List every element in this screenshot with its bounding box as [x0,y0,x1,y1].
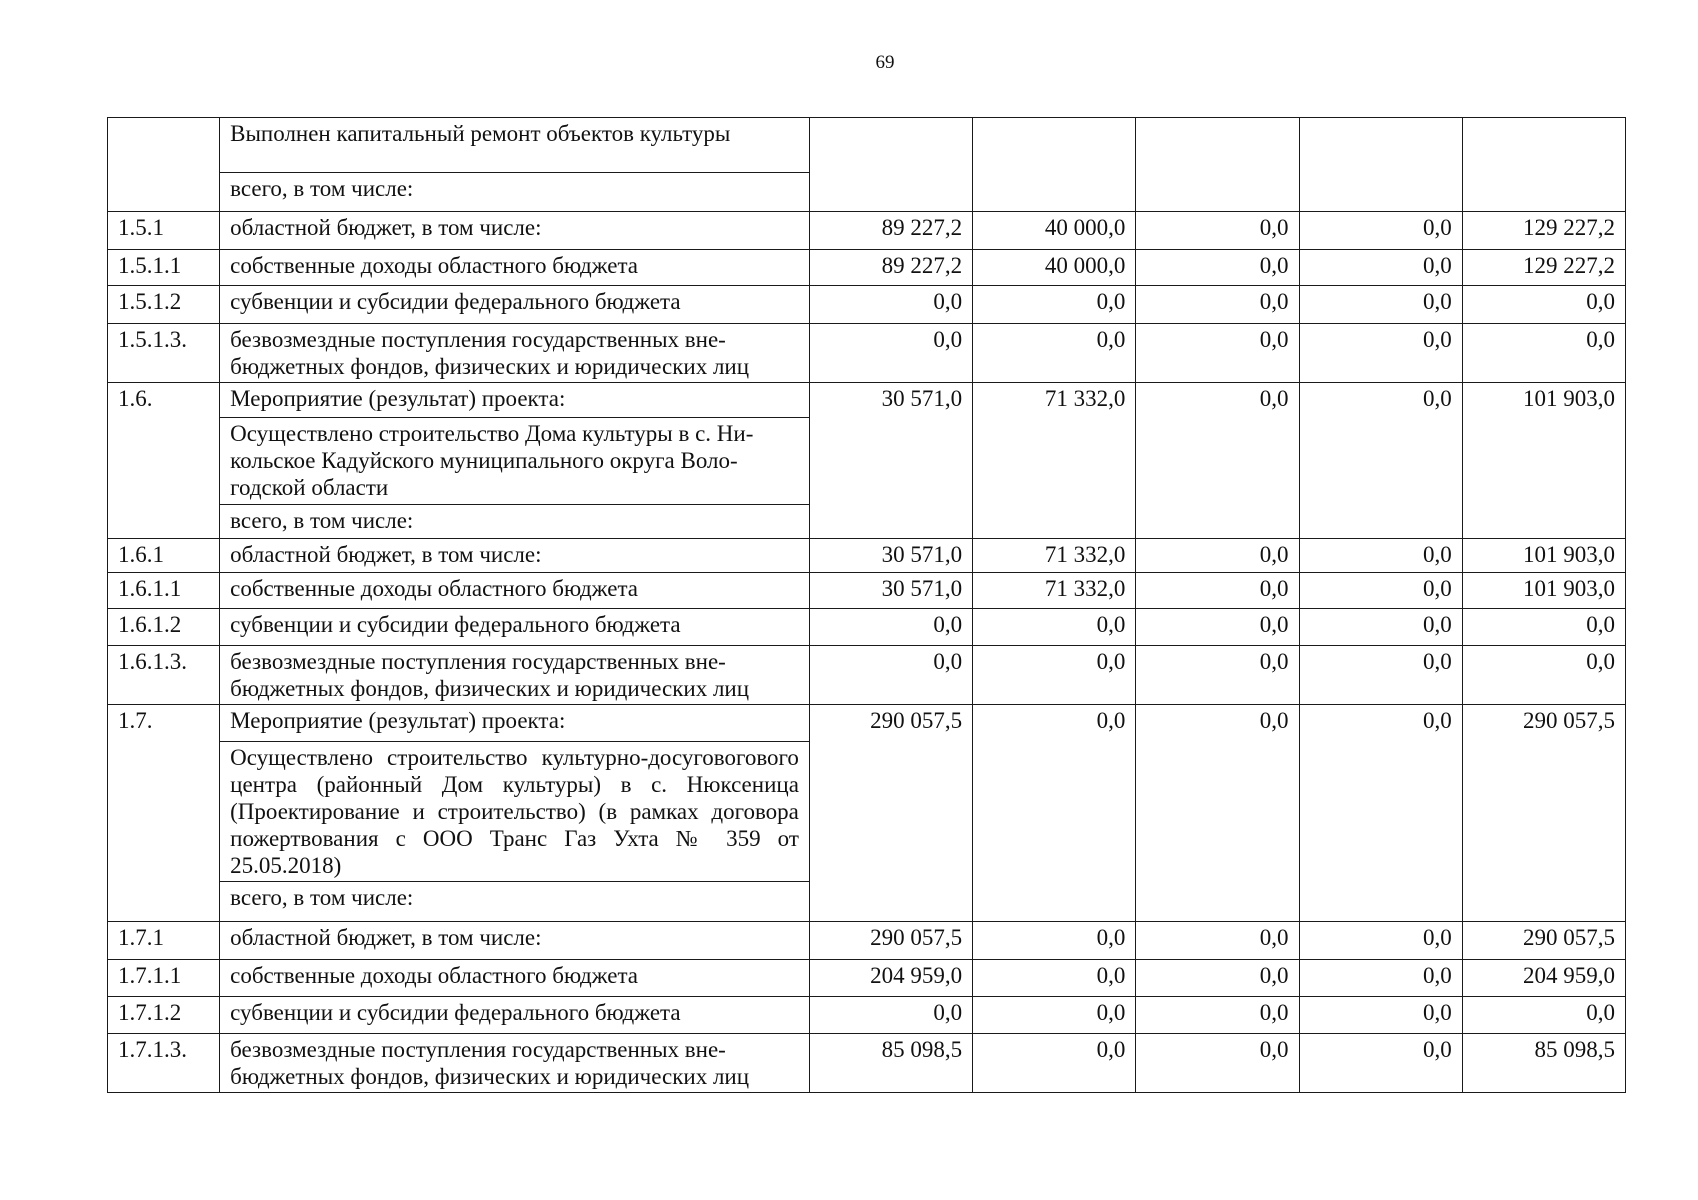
value-cell: 30 571,0 [809,383,972,539]
table-row [108,383,1626,418]
value-cell [809,118,972,212]
row-code: 1.7.1.3. [108,1034,220,1093]
table-row [108,997,1626,1034]
value-cell: 71 332,0 [973,573,1136,609]
value-cell: 0,0 [1299,997,1462,1034]
row-code: 1.7.1 [108,922,220,960]
table-row [108,573,1626,609]
value-cell: 71 332,0 [973,539,1136,573]
value-cell: 0,0 [973,324,1136,383]
value-cell: 0,0 [1136,573,1299,609]
row-code: 1.6.1.2 [108,609,220,646]
project-description: Осуществлено строительство Дома культуры в с. Ни-кольское Кадуйского муниципального округа Воло-годской области [220,418,810,505]
table-row [108,286,1626,324]
row-label: собственные доходы областного бюджета [220,250,810,286]
value-cell: 89 227,2 [809,212,972,250]
value-cell: 0,0 [973,286,1136,324]
table-row [108,960,1626,997]
value-cell: 101 903,0 [1462,383,1625,539]
value-cell: 0,0 [1299,960,1462,997]
value-cell: 0,0 [1462,997,1625,1034]
row-code: 1.6.1.3. [108,646,220,705]
value-cell: 0,0 [1299,609,1462,646]
value-cell: 101 903,0 [1462,539,1625,573]
table-row [108,212,1626,250]
value-cell: 85 098,5 [1462,1034,1625,1093]
value-cell: 40 000,0 [973,250,1136,286]
value-cell: 71 332,0 [973,383,1136,539]
value-cell: 0,0 [1299,383,1462,539]
value-cell: 0,0 [973,705,1136,922]
budget-table [107,117,1626,1093]
table-row [108,646,1626,705]
row-total-label: всего, в том числе: [220,505,810,539]
value-cell: 204 959,0 [1462,960,1625,997]
value-cell: 0,0 [973,922,1136,960]
table-row [108,324,1626,383]
value-cell: 0,0 [1299,212,1462,250]
row-label: безвозмездные поступления государственных вне-бюджетных фондов, физических и юридических лиц [220,324,810,383]
value-cell: 0,0 [1136,383,1299,539]
value-cell: 290 057,5 [809,922,972,960]
value-cell: 85 098,5 [809,1034,972,1093]
value-cell: 290 057,5 [1462,705,1625,922]
value-cell: 129 227,2 [1462,250,1625,286]
row-code: 1.7. [108,705,220,922]
row-code: 1.6.1 [108,539,220,573]
value-cell: 101 903,0 [1462,573,1625,609]
row-label: собственные доходы областного бюджета [220,960,810,997]
value-cell: 0,0 [1299,324,1462,383]
value-cell: 0,0 [973,1034,1136,1093]
value-cell: 0,0 [809,997,972,1034]
value-cell: 0,0 [1136,960,1299,997]
row-label: субвенции и субсидии федерального бюджета [220,286,810,324]
value-cell: 0,0 [1136,539,1299,573]
value-cell [973,118,1136,212]
value-cell: 30 571,0 [809,573,972,609]
table-row [108,1034,1626,1093]
value-cell: 0,0 [1136,324,1299,383]
row-total-label: всего, в том числе: [220,882,810,922]
row-code: 1.6.1.1 [108,573,220,609]
value-cell: 0,0 [809,286,972,324]
value-cell: 0,0 [809,609,972,646]
value-cell: 0,0 [809,324,972,383]
value-cell: 0,0 [1299,573,1462,609]
value-cell [1299,118,1462,212]
page-number: 69 [875,52,895,73]
row-code: 1.5.1.2 [108,286,220,324]
value-cell: 40 000,0 [973,212,1136,250]
value-cell: 0,0 [973,609,1136,646]
value-cell: 0,0 [1299,1034,1462,1093]
value-cell: 30 571,0 [809,539,972,573]
row-label: субвенции и субсидии федерального бюджета [220,609,810,646]
row-label: безвозмездные поступления государственных вне-бюджетных фондов, физических и юридических лиц [220,646,810,705]
row-code: 1.7.1.2 [108,997,220,1034]
row-label: Мероприятие (результат) проекта: [220,383,810,418]
row-code [108,118,220,212]
table-row [108,539,1626,573]
project-description: Осуществлено строительство культурно-досуговогового центра (районный Дом культуры) в с. Нюксеница (Проектирование и строительство) (в рамках договора пожертвования с ООО Транс Газ Ухта № 359 от 25.05.2018) [220,742,810,882]
row-label: субвенции и субсидии федерального бюджета [220,997,810,1034]
value-cell: 0,0 [1299,286,1462,324]
value-cell: 0,0 [1299,250,1462,286]
row-label: областной бюджет, в том числе: [220,212,810,250]
row-label: безвозмездные поступления государственных вне-бюджетных фондов, физических и юридических лиц [220,1034,810,1093]
row-code: 1.7.1.1 [108,960,220,997]
row-label: областной бюджет, в том числе: [220,539,810,573]
value-cell: 0,0 [1462,646,1625,705]
value-cell: 0,0 [1299,646,1462,705]
value-cell: 89 227,2 [809,250,972,286]
value-cell: 0,0 [1136,212,1299,250]
value-cell: 0,0 [973,646,1136,705]
value-cell: 0,0 [973,997,1136,1034]
value-cell: 0,0 [1136,1034,1299,1093]
value-cell [1136,118,1299,212]
row-code: 1.5.1 [108,212,220,250]
table-row [108,922,1626,960]
row-code: 1.5.1.3. [108,324,220,383]
value-cell: 0,0 [1136,705,1299,922]
value-cell: 0,0 [1462,324,1625,383]
value-cell: 0,0 [973,960,1136,997]
table-row [108,118,1626,173]
row-label: областной бюджет, в том числе: [220,922,810,960]
value-cell: 129 227,2 [1462,212,1625,250]
value-cell: 0,0 [1299,705,1462,922]
value-cell [1462,118,1625,212]
value-cell: 0,0 [1136,609,1299,646]
row-code: 1.6. [108,383,220,539]
row-code: 1.5.1.1 [108,250,220,286]
value-cell: 0,0 [1136,646,1299,705]
value-cell: 290 057,5 [809,705,972,922]
value-cell: 0,0 [1136,922,1299,960]
table-row [108,609,1626,646]
value-cell: 0,0 [1462,609,1625,646]
value-cell: 290 057,5 [1462,922,1625,960]
row-total-label: всего, в том числе: [220,173,810,212]
table-row [108,250,1626,286]
value-cell: 0,0 [1299,539,1462,573]
row-label: собственные доходы областного бюджета [220,573,810,609]
value-cell: 0,0 [809,646,972,705]
value-cell: 0,0 [1462,286,1625,324]
value-cell: 204 959,0 [809,960,972,997]
value-cell: 0,0 [1136,286,1299,324]
row-label: Мероприятие (результат) проекта: [220,705,810,742]
value-cell: 0,0 [1136,250,1299,286]
value-cell: 0,0 [1299,922,1462,960]
value-cell: 0,0 [1136,997,1299,1034]
table-row [108,705,1626,742]
row-title: Выполнен капитальный ремонт объектов культуры [220,118,810,173]
